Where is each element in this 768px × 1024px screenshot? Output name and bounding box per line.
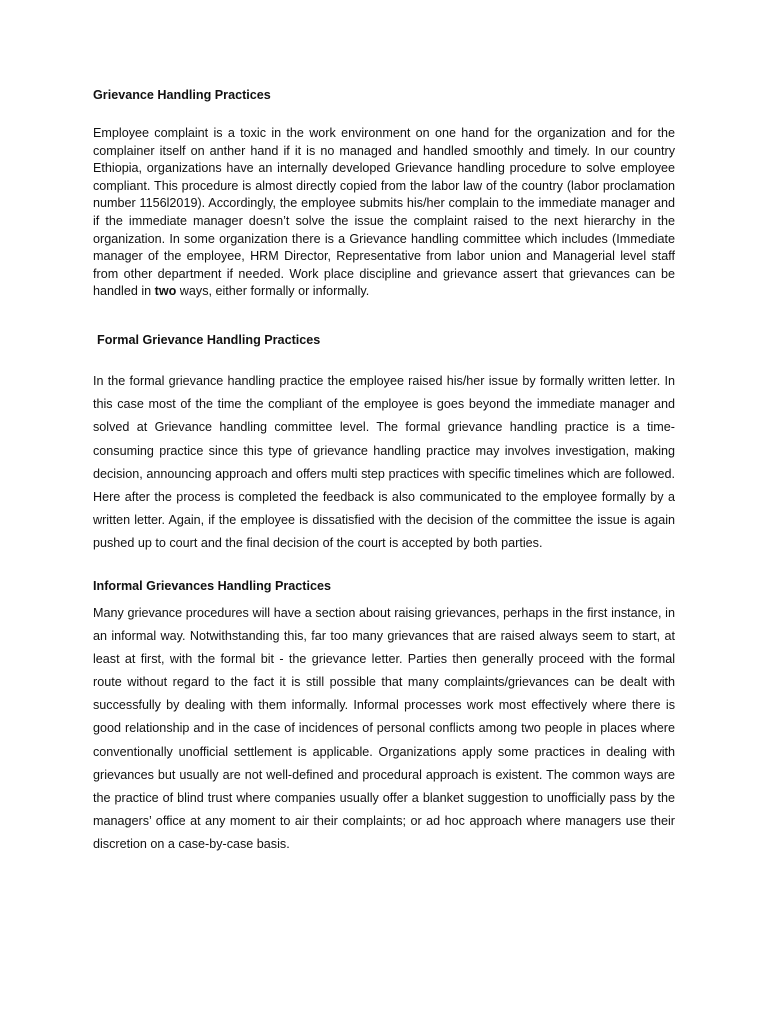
heading-formal-grievance-handling-practices: Formal Grievance Handling Practices [97, 333, 321, 347]
paragraph-formal: In the formal grievance handling practice the employee raised his/her issue by formally written letter. In this case most of the time the compliant of the employee is goes beyond the immediate manager and solved at Grievance handling committee level. The formal grievance handling practice is a time-consuming practice since this type of grievance handling practice may involves investigation, making decision, announcing approach and offers multi step practices with specific timelines which are followed. Here after the process is completed the feedback is also communicated to the employee formally by a written letter. Again, if the employee is dissatisfied with the decision of the committee the issue is again pushed up to court and the final decision of the court is accepted by both parties. [93, 374, 675, 551]
heading-informal-grievances-handling-practices: Informal Grievances Handling Practices [93, 579, 331, 593]
paragraph-intro-text-before: Employee complaint is a toxic in the work environment on one hand for the organization and for the complainer itself on anther hand if it is no managed and handled smoothly and timely. In our country Ethiopia, organizations have an internally developed Grievance handling procedure to solve employee compliant. This procedure is almost directly copied from the labor law of the country (labor proclamation number 1156l2019). Accordingly, the employee submits his/her complain to the immediate manager and if the immediate manager doesn’t solve the issue the complaint raised to the next hierarchy in the organization. In some organization there is a Grievance handling committee which includes (Immediate manager of the employee, HRM Director, Representative from labor union and Managerial level staff from other department if needed. Work place discipline and grievance assert that grievances can be handled in [93, 126, 675, 299]
paragraph-intro-bold-word: two [154, 284, 177, 299]
paragraph-intro [93, 125, 675, 301]
paragraph-informal: Many grievance procedures will have a section about raising grievances, perhaps in the first instance, in an informal way. Notwithstanding this, far too many grievances that are raised always seem to start, at least at first, with the formal bit - the grievance letter. Parties then generally proceed with the formal route without regard to the fact it is still possible that many complaints/grievances can be dealt with successfully by dealing with them informally. Informal processes work most effectively where there is good relationship and in the case of incidences of personal conflicts among two people in places where conventionally unofficial settlement is applicable. Organizations apply some practices in dealing with grievances but usually are not well-defined and procedural approach is existent. The common ways are the practice of blind trust where companies usually offer a blanket suggestion to unofficially pass by the managers’ office at any moment to air their complaints; or ad hoc approach where managers use their discretion on a case-by-case basis. [93, 606, 675, 851]
paragraph-intro-text-after: ways, either formally or informally. [176, 284, 370, 299]
heading-grievance-handling-practices: Grievance Handling Practices [93, 88, 271, 102]
